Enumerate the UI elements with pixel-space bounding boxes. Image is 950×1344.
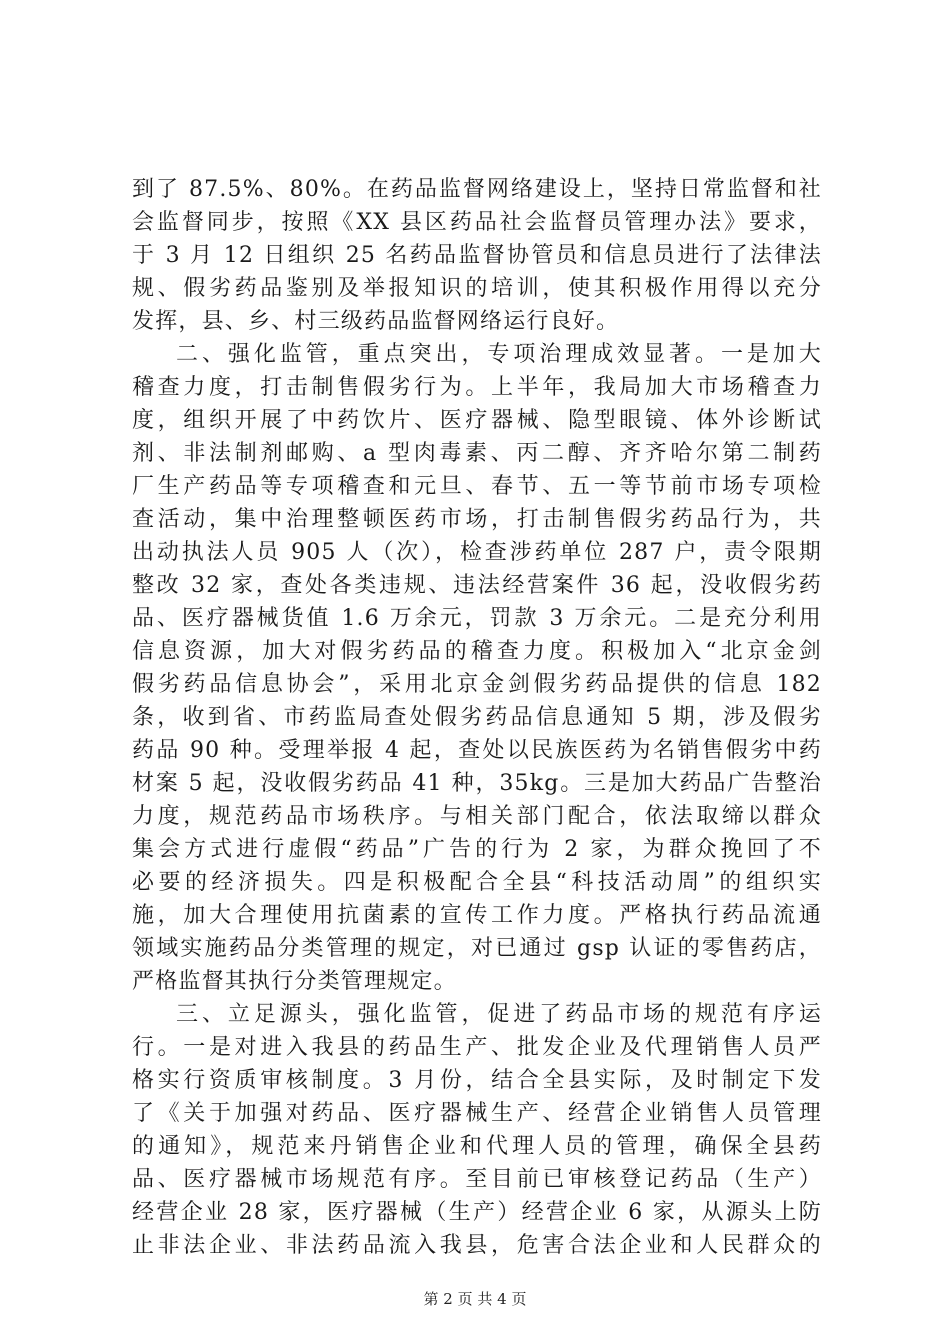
text-line: 度，组织开展了中药饮片、医疗器械、隐型眼镜、体外诊断试	[132, 408, 822, 433]
text-line: 品、医疗器械货值 1.6 万余元，罚款 3 万余元。二是充分利用	[132, 606, 822, 631]
text-line: 材案 5 起，没收假劣药品 41 种，35kg。三是加大药品广告整治	[132, 771, 822, 796]
paragraph-start-line: 三、立足源头，强化监管，促进了药品市场的规范有序运	[176, 1002, 822, 1027]
text-line: 稽查力度，打击制售假劣行为。上半年，我局加大市场稽查力	[132, 375, 822, 400]
text-line: 条，收到省、市药监局查处假劣药品信息通知 5 期，涉及假劣	[132, 705, 822, 730]
text-line: 领域实施药品分类管理的规定，对已通过 gsp 认证的零售药店，	[132, 936, 822, 961]
text-line: 必要的经济损失。四是积极配合全县“科技活动周”的组织实	[132, 870, 822, 895]
text-line: 施，加大合理使用抗菌素的宣传工作力度。严格执行药品流通	[132, 903, 822, 928]
text-line: 会监督同步，按照《XX 县区药品社会监督员管理办法》要求，	[132, 210, 822, 235]
text-line: 集会方式进行虚假“药品”广告的行为 2 家，为群众挽回了不	[132, 837, 822, 862]
text-line: 整改 32 家，查处各类违规、违法经营案件 36 起，没收假劣药	[132, 573, 822, 598]
text-line: 到了 87.5%、80%。在药品监督网络建设上，坚持日常监督和社	[132, 177, 822, 202]
page-number-footer: 第 2 页 共 4 页	[423, 1290, 527, 1308]
text-line: 发挥，县、乡、村三级药品监督网络运行良好。	[132, 309, 620, 334]
text-line: 止非法企业、非法药品流入我县，危害合法企业和人民群众的	[132, 1233, 822, 1258]
text-line: 规、假劣药品鉴别及举报知识的培训，使其积极作用得以充分	[132, 276, 822, 301]
text-line: 假劣药品信息协会”，采用北京金剑假劣药品提供的信息 182	[132, 672, 822, 697]
document-body	[132, 173, 822, 1262]
text-line: 查活动，集中治理整顿医药市场，打击制售假劣药品行为，共	[132, 507, 822, 532]
text-line: 了《关于加强对药品、医疗器械生产、经营企业销售人员管理	[132, 1101, 822, 1126]
text-line: 出动执法人员 905 人（次），检查涉药单位 287 户，责令限期	[132, 540, 822, 565]
text-line: 厂生产药品等专项稽查和元旦、春节、五一等节前市场专项检	[132, 474, 822, 499]
text-line: 于 3 月 12 日组织 25 名药品监督协管员和信息员进行了法律法	[132, 243, 822, 268]
text-line: 经营企业 28 家，医疗器械（生产）经营企业 6 家，从源头上防	[132, 1200, 822, 1225]
text-line: 品、医疗器械市场规范有序。至目前已审核登记药品（生产）	[132, 1167, 822, 1192]
text-line: 的通知》，规范来丹销售企业和代理人员的管理，确保全县药	[132, 1134, 822, 1159]
text-line: 力度，规范药品市场秩序。与相关部门配合，依法取缔以群众	[132, 804, 822, 829]
text-line: 信息资源，加大对假劣药品的稽查力度。积极加入“北京金剑	[132, 639, 822, 664]
text-line: 剂、非法制剂邮购、a 型肉毒素、丙二醇、齐齐哈尔第二制药	[132, 441, 822, 466]
text-line: 行。一是对进入我县的药品生产、批发企业及代理销售人员严	[132, 1035, 822, 1060]
text-line: 格实行资质审核制度。3 月份，结合全县实际，及时制定下发	[132, 1068, 822, 1093]
paragraph-start-line: 二、强化监管，重点突出，专项治理成效显著。一是加大	[176, 342, 822, 367]
text-line: 药品 90 种。受理举报 4 起，查处以民族医药为名销售假劣中药	[132, 738, 822, 763]
text-line: 严格监督其执行分类管理规定。	[132, 969, 457, 994]
